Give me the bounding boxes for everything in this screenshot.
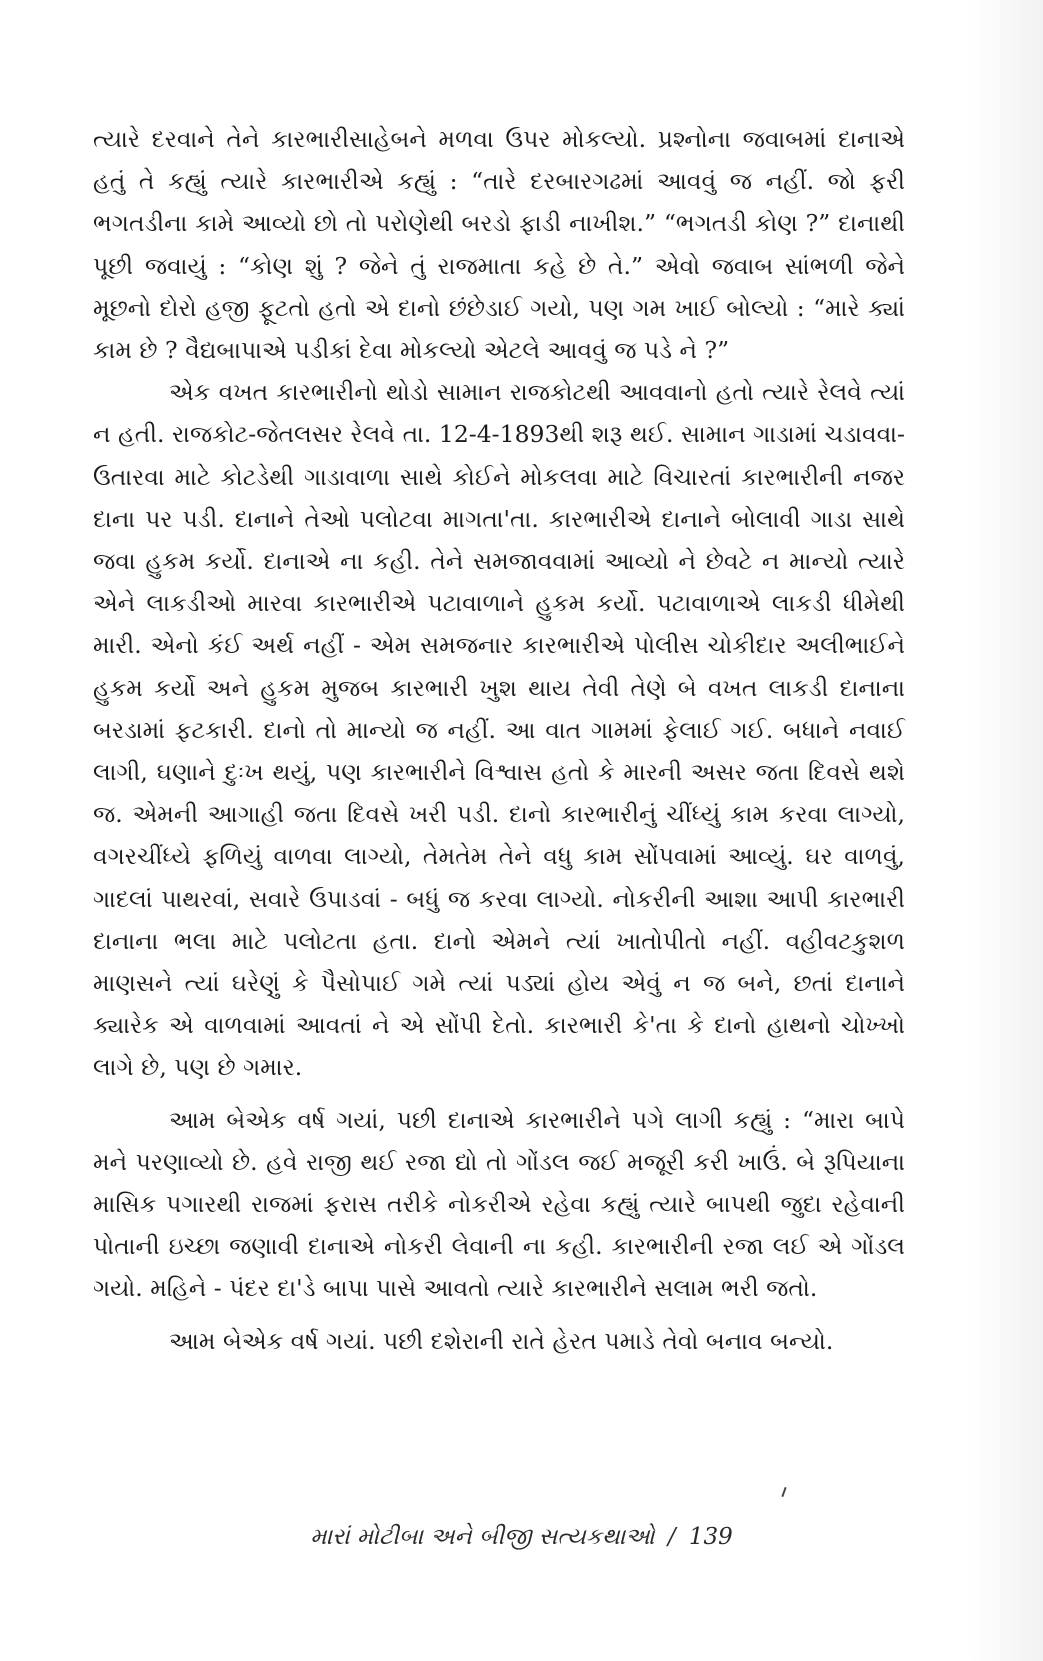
paragraph-3: આમ બેએક વર્ષ ગયાં, પછી દાનાએ કારભારીને પગે લાગી કહ્યું : “મારા બાપે મને પરણાવ્યો છે. હવે રાજી થઈ રજા દ્યો તો ગોંડલ જઈ મજૂરી કરી ખાઉં. બે રૂપિયાના માસિક પગારથી રાજમાં ફરાસ તરીકે નોકરીએ રહેવા કહ્યું ત્યારે બાપથી જુદા રહેવાની પોતાની ઇચ્છા જણાવી દાનાએ નોકરી લેવાની ના કહી. કારભારીની રજા લઈ એ ગોંડલ ગયો. મહિને - પંદર દા'ડે બાપા પાસે આવતો ત્યારે કારભારીને સલામ ભરી જતો. xyxy=(93,1105,905,1303)
book-title: મારાં મોટીબા અને બીજી સત્યકથાઓ xyxy=(310,1524,655,1550)
paragraph-4: આમ બેએક વર્ષ ગયાં. પછી દશેરાની રાતે હેરત પમાડે તેવો બનાવ બન્યો. xyxy=(169,1326,834,1355)
paragraph-1: ત્યારે દરવાને તેને કારભારીસાહેબને મળવા ઉપર મોકલ્યો. પ્રશ્નોના જવાબમાં દાનાએ હતું તે કહ્યું ત્યારે કારભારીએ કહ્યું : “તારે દરબારગઢમાં આવવું જ નહીં. જો ફરી ભગતડીના કામે આવ્યો છો તો પરોણેથી બરડો ફાડી નાખીશ.” “ભગતડી કોણ ?” દાનાથી પૂછી જવાયું : “કોણ શું ? જેને તું રાજમાતા કહે છે તે.” એવો જવાબ સાંભળી જેને મૂછનો દોરો હજી ફૂટતો હતો એ દાનો છંછેડાઈ ગયો, પણ ગમ ખાઈ બોલ્યો : “મારે ક્યાં કામ છે ? વૈદ્યબાપાએ પડીકાં દેવા મોકલ્યો એટલે આવવું જ પડે ને ?” xyxy=(93,125,905,365)
body-text xyxy=(93,118,905,1362)
paragraph-2: એક વખત કારભારીનો થોડો સામાન રાજકોટથી આવવાનો હતો ત્યારે રેલવે ત્યાં ન હતી. રાજકોટ-જેતલસર રેલવે તા. 12-4-1893થી શરૂ થઈ. સામાન ગાડામાં ચડાવવા-ઉતારવા માટે કોટડેથી ગાડાવાળા સાથે કોઈને મોકલવા માટે વિચારતાં કારભારીની નજર દાના પર પડી. દાનાને તેઓ પલોટવા માગતા'તા. કારભારીએ દાનાને બોલાવી ગાડા સાથે જવા હુકમ કર્યો. દાનાએ ના કહી. તેને સમજાવવામાં આવ્યો ને છેવટે ન માન્યો ત્યારે એને લાકડીઓ મારવા કારભારીએ પટાવાળાને હુકમ કર્યો. પટાવાળાએ લાકડી ધીમેથી મારી. એનો કંઈ અર્થ નહીં - એમ સમજનાર કારભારીએ પોલીસ ચોકીદાર અલીભાઈને હુકમ કર્યો અને હુકમ મુજબ કારભારી ખુશ થાય તેવી તેણે બે વખત લાકડી દાનાના બરડામાં ફટકારી. દાનો તો માન્યો જ નહીં. આ વાત ગામમાં ફેલાઈ ગઈ. બધાને નવાઈ લાગી, ઘણાને દુઃખ થયું, પણ કારભારીને વિશ્વાસ હતો કે મારની અસર જતા દિવસે થશે જ. એમની આગાહી જતા દિવસે ખરી પડી. દાનો કારભારીનું ચીંધ્યું કામ કરવા લાગ્યો, વગરચીંધ્યે ફળિયું વાળવા લાગ્યો, તેમતેમ તેને વધુ કામ સોંપવામાં આવ્યું. ઘર વાળવું, ગાદલાં પાથરવાં, સવારે ઉપાડવાં - બધું જ કરવા લાગ્યો. નોકરીની આશા આપી કારભારી દાનાના ભલા માટે પલોટતા હતા. દાનો એમને ત્યાં ખાતોપીતો નહીં. વહીવટકુશળ માણસને ત્યાં ઘરેણું કે પૈસોપાઈ ગમે ત્યાં પડ્યાં હોય એવું ન જ બને, છતાં દાનાને ક્યારેક એ વાળવામાં આવતાં ને એ સોંપી દેતો. કારભારી કે'તા કે દાનો હાથનો ચોખ્ખો લાગે છે, પણ છે ગમાર. xyxy=(93,378,905,1082)
page-footer xyxy=(0,1524,1043,1550)
page-number: 139 xyxy=(688,1524,733,1550)
footer-separator: / xyxy=(667,1524,676,1550)
